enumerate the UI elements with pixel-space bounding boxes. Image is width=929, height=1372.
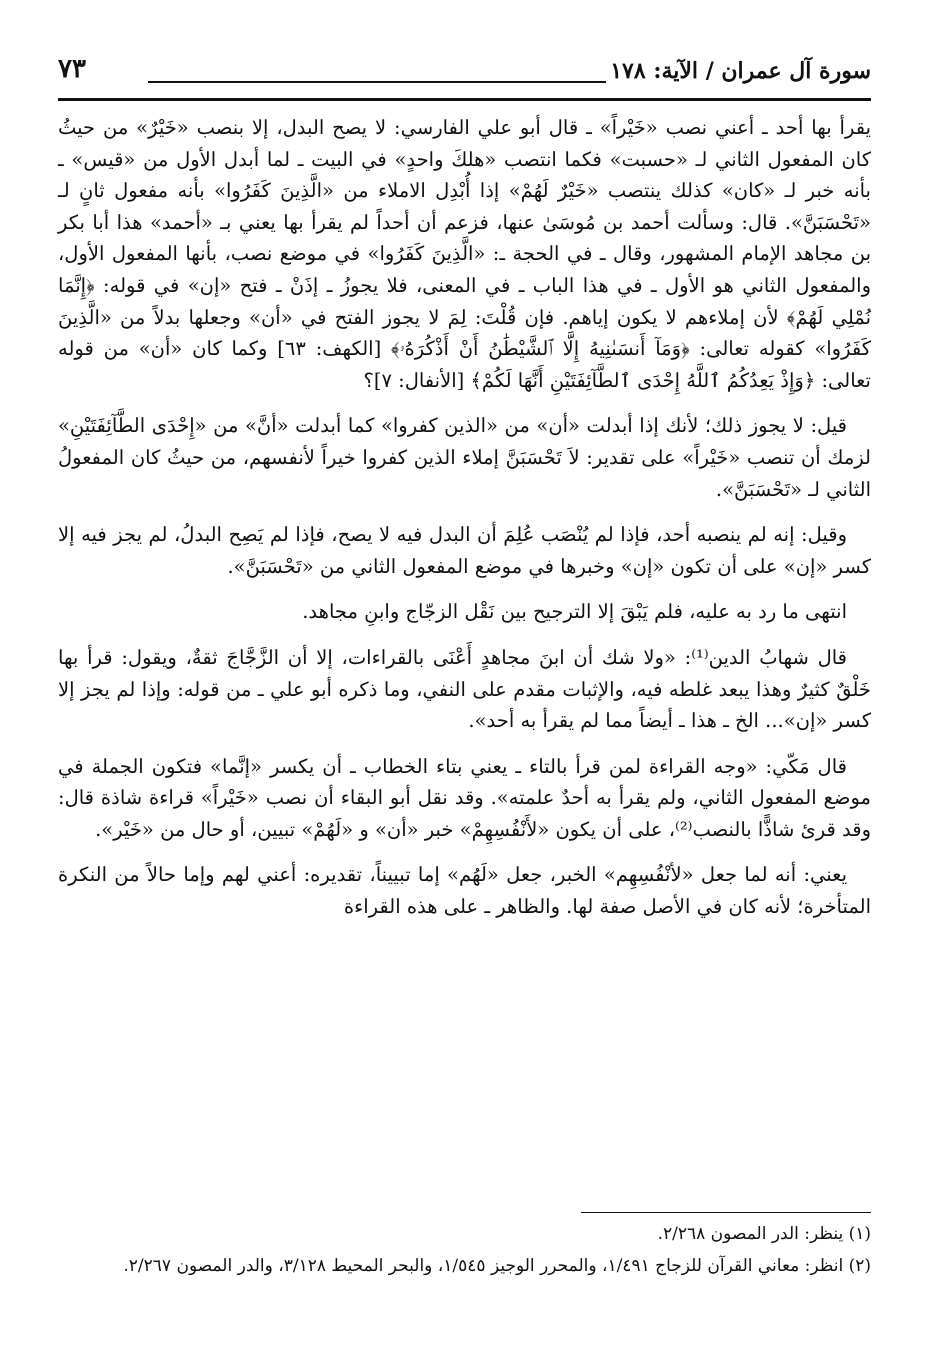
- paragraph: انتهى ما رد به عليه، فلم يَبْقَ إلا الترجيح بين نَقْل الزجّاج وابنِ مجاهد.: [302, 600, 847, 624]
- footnote: (٢) انظر: معاني القرآن للزجاج ١/٤٩١، والمحرر الوجيز ١/٥٤٥، والبحر المحيط ٣/١٢٨، والدر المصون ٢/٢٦٧.: [123, 1256, 871, 1276]
- footnotes: [58, 1220, 871, 1284]
- footnote-rule: [581, 1212, 871, 1213]
- header-rule: [58, 98, 871, 101]
- paragraph: وقيل: إنه لم ينصبه أحد، فإذا لم يُنْصَب عُلِمَ أن البدل فيه لا يصح، فإذا لم يَصِح البدلُ، لم يجز فيه إلا كسر «إن» على أن تكون «إن» وخبرها في موضع المفعول الثاني من «تَحْسَبَنَّ».: [58, 523, 871, 578]
- paragraph: يقرأ بها أحد ـ أعني نصب «خَيْراً» ـ قال أبو علي الفارسي: لا يصح البدل، إلا بنصب «خَيْرٌ» من حيثُ كان المفعول الثاني لـ «حسبت» فكما انتصب «هلكَ واحدٍ» في البيت ـ لما أبدل الأول من «قيس» ـ بأنه خبر لـ «كان» كذلك ينتصب «خَيْرٌ لَهُمْ» إذا أُبْدِل الاملاء من «الَّذِينَ كَفَرُوا» بأنه مفعول ثانٍ لـ «تَحْسَبَنَّ». قال: وسألت أحمد بن مُوسَىٰ عنها، فزعم أن أحداً لم يقرأ بها يعني بـ «أحمد» هذا أبا بكر بن مجاهد الإمام المشهور، وقال ـ في الحجة ـ: «الَّذِينَ كَفَرُوا» في موضع نصب، بأنها المفعول الأول، والمفعول الثاني هو الأول ـ في هذا الباب ـ في المعنى، فلا يجوزُ ـ إذَنْ ـ فتح «إن» في قوله: ﴿إِنَّمَا نُمْلِي لَهُمْ﴾ لأن إملاءهم لا يكون إياهم. فإن قُلْتَ: لِمَ لا يجوز الفتح في «أن» وجعلها بدلاً من «الَّذِينَ كَفَرُوا» كقوله تعالى: ﴿وَمَآ أَنسَىٰنِيهُ إِلَّا ٱلشَّيْطَٰنُ أَنْ أَذْكُرَهُۥ﴾ [الكهف: ٦٣] وكما كان «أن» من قوله تعالى: ﴿وَإِذْ يَعِدُكُمُ ٱللَّهُ إِحْدَى ٱلطَّآئِفَتَيْنِ أَنَّهَا لَكُمْ﴾ [الأنفال: ٧]؟: [58, 116, 871, 392]
- surah-verse-title: سورة آل عمران / الآية: ١٧٨: [610, 58, 871, 84]
- paragraph: قال مَكّي: «وجه القراءة لمن قرأ بالتاء ـ يعني بتاء الخطاب ـ أن يكسر «إنَّما» فتكون الجملة في موضع المفعول الثاني، ولم يقرأ به أحدٌ علمته». وقد نقل أبو البقاء أن نصب «خَيْراً» قراءة شاذة قال: وقد قرئ شاذًّا بالنصب⁽²⁾، على أن يكون «لأَنْفُسِهِمْ» خبر «أن» و «لَهُمْ» تبيين، أو حال من «خَيْر».: [58, 754, 871, 841]
- main-text: [58, 112, 871, 937]
- paragraph: قيل: لا يجوز ذلك؛ لأنك إذا أبدلت «أن» من «الذين كفروا» كما أبدلت «أنَّ» من «إِحْدَى الطَّآئِفَتَيْنِ» لزمك أن تنصب «خَيْراً» على تقدير: لاَ تَحْسَبَنَّ إملاء الذين كفروا خيراً لأنفسهم، من حيثُ كان المفعولُ الثاني لـ «تَحْسَبَنَّ».: [58, 414, 871, 501]
- page-header: [58, 52, 871, 100]
- paragraph: يعني: أنه لما جعل «لأنْفُسِهِم» الخبر، جعل «لَهُم» إما تبييناً، تقديره: أعني لهم وإما حالاً من النكرة المتأخرة؛ لأنه كان في الأصل صفة لها. والظاهر ـ على هذه القراءة: [58, 863, 871, 919]
- page-number: ٧٣: [58, 54, 86, 84]
- paragraph: قال شهابُ الدين⁽¹⁾: «ولا شك أن ابنَ مجاهدٍ أَعْنَى بالقراءات، إلا أن الزَّجَّاجَ ثقةٌ، ويقول: قرأ بها خَلْقٌ كثيرٌ وهذا يبعد غلطه فيه، والإثبات مقدم على النفي، وما ذكره أبو علي ـ من قوله: وإذا لم يجز إلا كسر «إن»... الخ ـ هذا ـ أيضاً مما لم يقرأ به أحد».: [58, 645, 871, 733]
- header-line: [148, 81, 606, 83]
- footnote: (١) ينظر: الدر المصون ٢/٢٦٨.: [657, 1224, 871, 1244]
